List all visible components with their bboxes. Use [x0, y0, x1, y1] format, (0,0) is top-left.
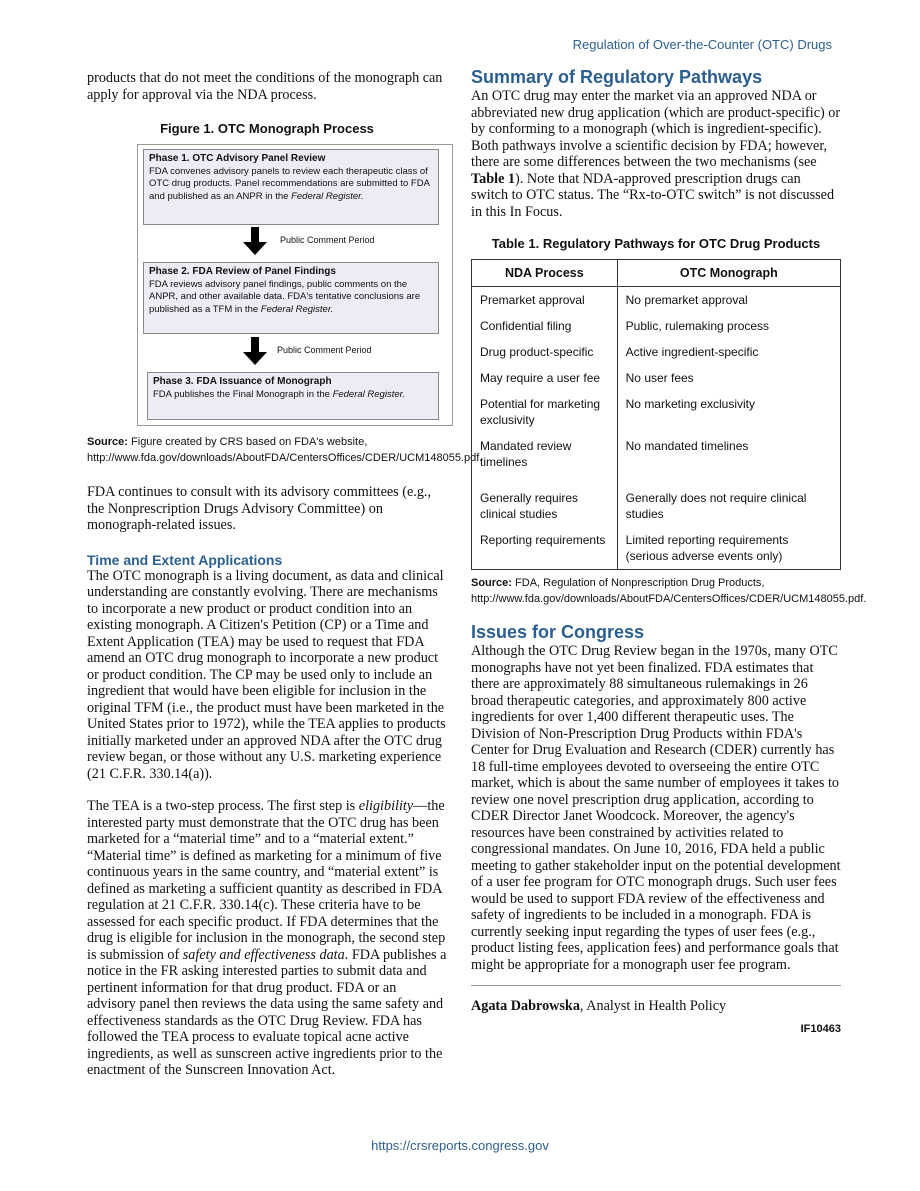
table-cell: Confidential filing — [472, 313, 618, 339]
phase-2-text: FDA reviews advisory panel findings, public comments on the ANPR, and other available data. FDA's tentative conclusions are published as a TFM in the — [149, 278, 421, 316]
issues-heading: Issues for Congress — [471, 622, 645, 642]
summary-part-b: ). Note that NDA-approved prescription drugs can switch to OTC status. The “Rx-to-OTC switch” is not discussed in this In Focus. — [471, 170, 835, 220]
figure-source — [87, 434, 483, 466]
phase-3-title: Phase 3. FDA Issuance of Monograph — [153, 376, 332, 387]
summary-part-a: An OTC drug may enter the market via an approved NDA or abbreviated new drug application (which are product-specific) or by conforming to a monograph (which is ingredient-specific). Both pathways involve a scientific decision by FDA; however, there are some differences between the two mechanisms (see — [471, 88, 841, 170]
tea-p2-part-c: . FDA publishes a notice in the FR asking interested parties to submit data and pertinent information for that drug product. FDA or an advisory panel then reviews the data using the same safety and effectiveness standards as the OTC Drug Review. FDA has followed the TEA process to evaluate topical acne active ingredients, as well as sunscreen active ingredients prior to the enactment of the Sunscreen Innovation Act. — [87, 946, 447, 1078]
tea-p2-part-b: —the interested party must demonstrate that the OTC drug has been marketed for a “material time” and to a “material extent.” “Material time” is defined as marketing for a minimum of five continuous years in the same country, and “material extent” is defined as marketing a sufficient quantity as described in FDA regulation at 21 C.F.R. 330.14(c). These criteria have to be assessed for each specific product. If FDA determines that the drug is eligible for inclusion in the monograph, the second step is submission of — [87, 798, 446, 963]
summary-table-ref: Table 1 — [471, 170, 516, 187]
otc-monograph-process-diagram — [137, 144, 453, 426]
phase-1-text: FDA convenes advisory panels to review each therapeutic class of OTC drug products. Panel recommendations are submitted to FDA and published as an ANPR in the — [149, 165, 430, 203]
table-source-text: FDA, Regulation of Nonprescription Drug Products, http://www.fda.gov/downloads/AboutFDA/CentersOffices/CDER/UCM148055.pdf. — [471, 577, 867, 605]
phase-2-title: Phase 2. FDA Review of Panel Findings — [149, 266, 336, 277]
table-cell: No mandated timelines — [625, 439, 749, 453]
table-cell: Active ingredient-specific — [625, 345, 759, 359]
tea-p2-safety-data: safety and effectiveness data — [182, 946, 345, 963]
table-cell: Generally requires clinical studies — [472, 485, 618, 527]
column-header-otc: OTC Monograph — [617, 260, 840, 287]
table-row — [472, 365, 841, 391]
figure-source-text: Figure created by CRS based on FDA's website, http://www.fda.gov/downloads/AboutFDA/CentersOffices/CDER/UCM148055.pdf. — [87, 436, 483, 464]
phase-3-box — [147, 372, 439, 420]
intro-paragraph: products that do not meet the conditions of the monograph can apply for approval via the NDA process. — [87, 70, 443, 103]
table-header-row — [472, 260, 841, 287]
table-cell: Premarket approval — [472, 287, 618, 314]
advisory-paragraph: FDA continues to consult with its advisory committees (e.g., the Nonprescription Drugs Advisory Committee) on monograph-related issues. — [87, 484, 432, 533]
table-row — [472, 485, 841, 527]
author-block — [471, 985, 841, 1035]
tea-p2-eligibility: eligibility — [358, 798, 414, 814]
summary-heading: Summary of Regulatory Pathways — [471, 67, 763, 87]
table-cell: No premarket approval — [625, 293, 748, 307]
table-source — [471, 575, 867, 607]
phase-3-text: FDA publishes the Final Monograph in the — [153, 388, 333, 400]
phase-2-box — [143, 262, 439, 334]
tea-p2-part-a: The TEA is a two-step process. The first step is — [87, 798, 359, 814]
phase-3-emphasis: Federal Register. — [332, 388, 406, 400]
arrow-2-shaft — [251, 337, 259, 353]
table-cell: Generally does not require clinical studies — [625, 491, 807, 521]
table-cell: Reporting requirements — [472, 527, 618, 570]
author-line — [471, 998, 841, 1015]
running-header: Regulation of Over-the-Counter (OTC) Drugs — [572, 37, 832, 52]
document-id: IF10463 — [800, 1022, 841, 1035]
public-comment-period-1: Public Comment Period — [280, 235, 375, 245]
author-name: Agata Dabrowska — [471, 998, 580, 1014]
table-caption: Table 1. Regulatory Pathways for OTC Drug Products — [491, 236, 821, 251]
table-cell: No marketing exclusivity — [625, 397, 756, 411]
table-row — [472, 313, 841, 339]
regulatory-pathways-table — [471, 259, 841, 570]
table-row — [472, 527, 841, 570]
tea-paragraph-2 — [87, 798, 447, 1079]
table-cell: Limited reporting requirements (serious adverse events only) — [625, 533, 789, 563]
phase-1-box — [143, 149, 439, 225]
arrow-2-head — [243, 352, 267, 365]
left-column — [87, 70, 483, 1079]
table-source-label: Source: — [471, 577, 512, 589]
tea-heading: Time and Extent Applications — [87, 551, 283, 568]
table-row — [472, 433, 841, 485]
author-title: , Analyst in Health Policy — [579, 998, 727, 1014]
table-row — [472, 339, 841, 365]
arrow-1-head — [243, 242, 267, 255]
table-cell: Mandated review timelines — [472, 433, 618, 485]
figure-source-label: Source: — [87, 436, 128, 448]
phase-1-emphasis: Federal Register. — [291, 191, 364, 203]
right-column — [471, 66, 867, 1035]
tea-paragraph-1: The OTC monograph is a living document, as data and clinical understanding are constantly evolving. There are mechanisms to incorporate a new product or product condition into an existing monograph. A Citizen's Petition (CP) or a Time and Extent Application (TEA) may be used to request that FDA amend an OTC drug monograph to incorporate a new product or product condition. The CP may be used only to include an ingredient that would have been eligible for inclusion in the original TFM (i.e., the product must have been marketed in the United States prior to 1972), while the TEA applies to products initially marketed under an approved NDA after the OTC drug review began, or those without any U.S. marketing experience (21 C.F.R. 330.14(a)). — [87, 567, 446, 782]
phase-2-emphasis: Federal Register. — [260, 304, 334, 316]
table-cell: No user fees — [625, 371, 694, 385]
figure-caption: Figure 1. OTC Monograph Process — [160, 121, 374, 136]
table-cell: May require a user fee — [472, 365, 618, 391]
table-cell: Public, rulemaking process — [625, 319, 770, 333]
table-cell: Potential for marketing exclusivity — [472, 391, 618, 433]
footer-url[interactable]: https://crsreports.congress.gov — [371, 1138, 549, 1153]
column-header-nda: NDA Process — [472, 260, 618, 287]
table-cell: Drug product-specific — [472, 339, 618, 365]
summary-paragraph — [471, 88, 841, 220]
table-row — [472, 287, 841, 314]
issues-paragraph: Although the OTC Drug Review began in the 1970s, many OTC monographs have not yet been finalized. FDA estimates that there are approximately 88 simultaneous rulemakings in 26 broad therapeutic categories, and approximately 800 active ingredients for over 1,400 different therapeutic uses. The Division of Non-Prescription Drug Products within FDA's Center for Drug Evaluation and Research (CDER) currently has 18 full-time employees devoted to overseeing the entire OTC market, which is about the same number of employees it takes to review one novel prescription drug application, according to CDER Director Janet Woodcock. Moreover, the agency's resources have been constrained by activities related to congressional mandates. On June 10, 2016, FDA held a public meeting to gather stakeholder input on the potential development of a user fee program for OTC monograph drugs. Such user fees would be used to support FDA review of the effectiveness and safety of ingredients to be included in a monograph. FDA is currently seeking input regarding the types of user fees (e.g., product listing fees, application fees) and performance goals that might be appropriate for a monograph user fee program. — [471, 643, 841, 973]
table-row — [472, 391, 841, 433]
phase-1-title: Phase 1. OTC Advisory Panel Review — [149, 153, 326, 164]
arrow-1-shaft — [251, 227, 259, 243]
public-comment-period-2: Public Comment Period — [277, 345, 372, 355]
